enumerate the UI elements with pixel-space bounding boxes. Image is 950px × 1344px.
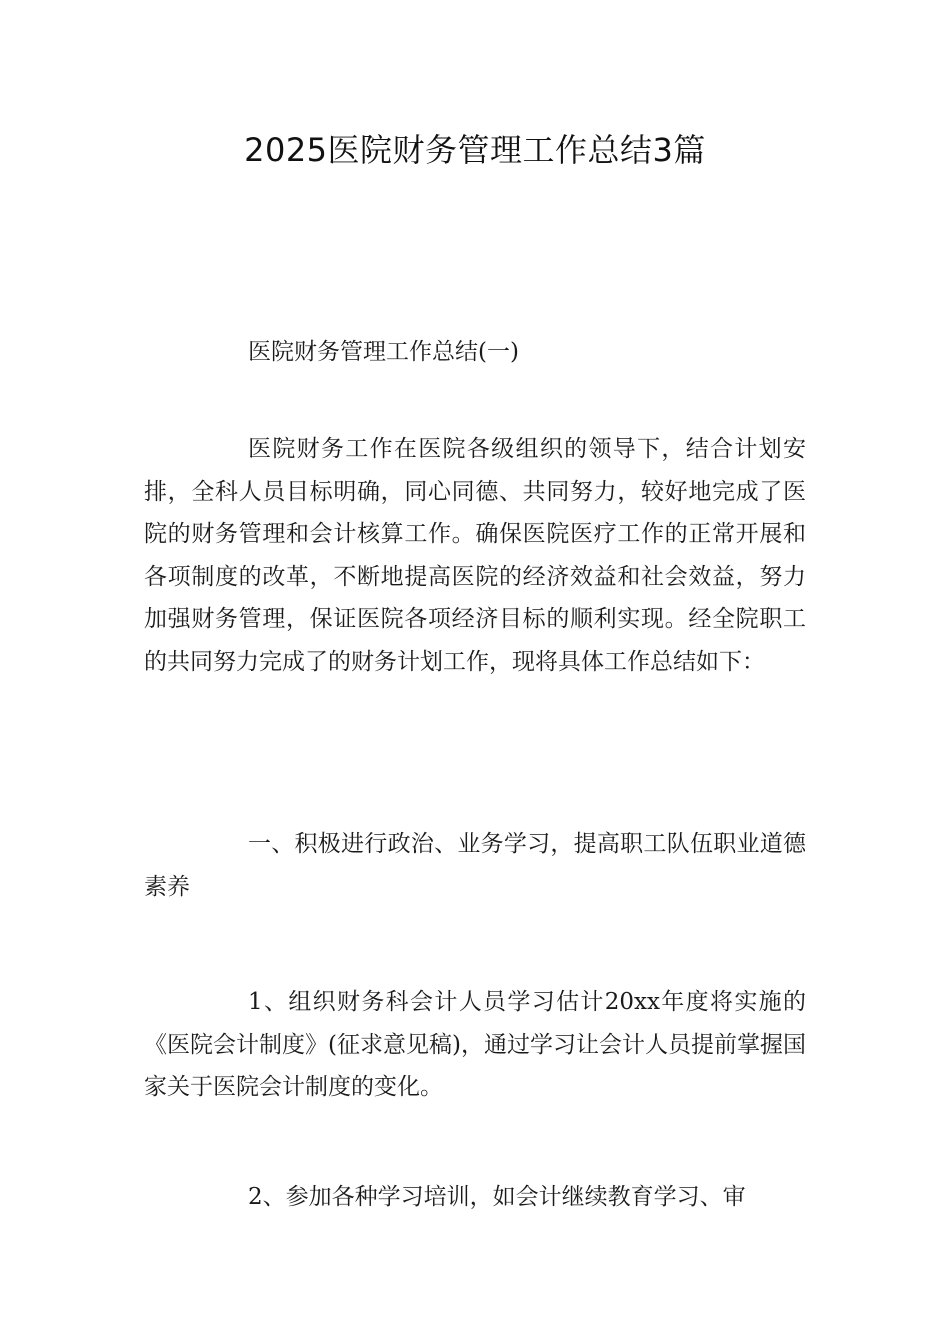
intro-paragraph: 医院财务工作在医院各级组织的领导下，结合计划安排，全科人员目标明确，同心同德、共同努力，较好地完成了医院的财务管理和会计核算工作。确保医院医疗工作的正常开展和各项制度的改革，不断地提高医院的经济效益和社会效益，努力加强财务管理，保证医院各项经济目标的顺利实现。经全院职工的共同努力完成了的财务计划工作，现将具体工作总结如下： (144, 436, 806, 675)
list-item-2: 2、参加各种学习培训，如会计继续教育学习、审 (248, 1184, 746, 1210)
section-subtitle: 医院财务管理工作总结(一) (248, 339, 519, 365)
list-item-1: 1、组织财务科会计人员学习估计20xx年度将实施的《医院会计制度》(征求意见稿)，通过学习让会计人员提前掌握国家关于医院会计制度的变化。 (144, 989, 806, 1100)
section-heading-1: 一、积极进行政治、业务学习，提高职工队伍职业道德素养 (144, 831, 806, 900)
document-title: 2025医院财务管理工作总结3篇 (244, 131, 706, 169)
